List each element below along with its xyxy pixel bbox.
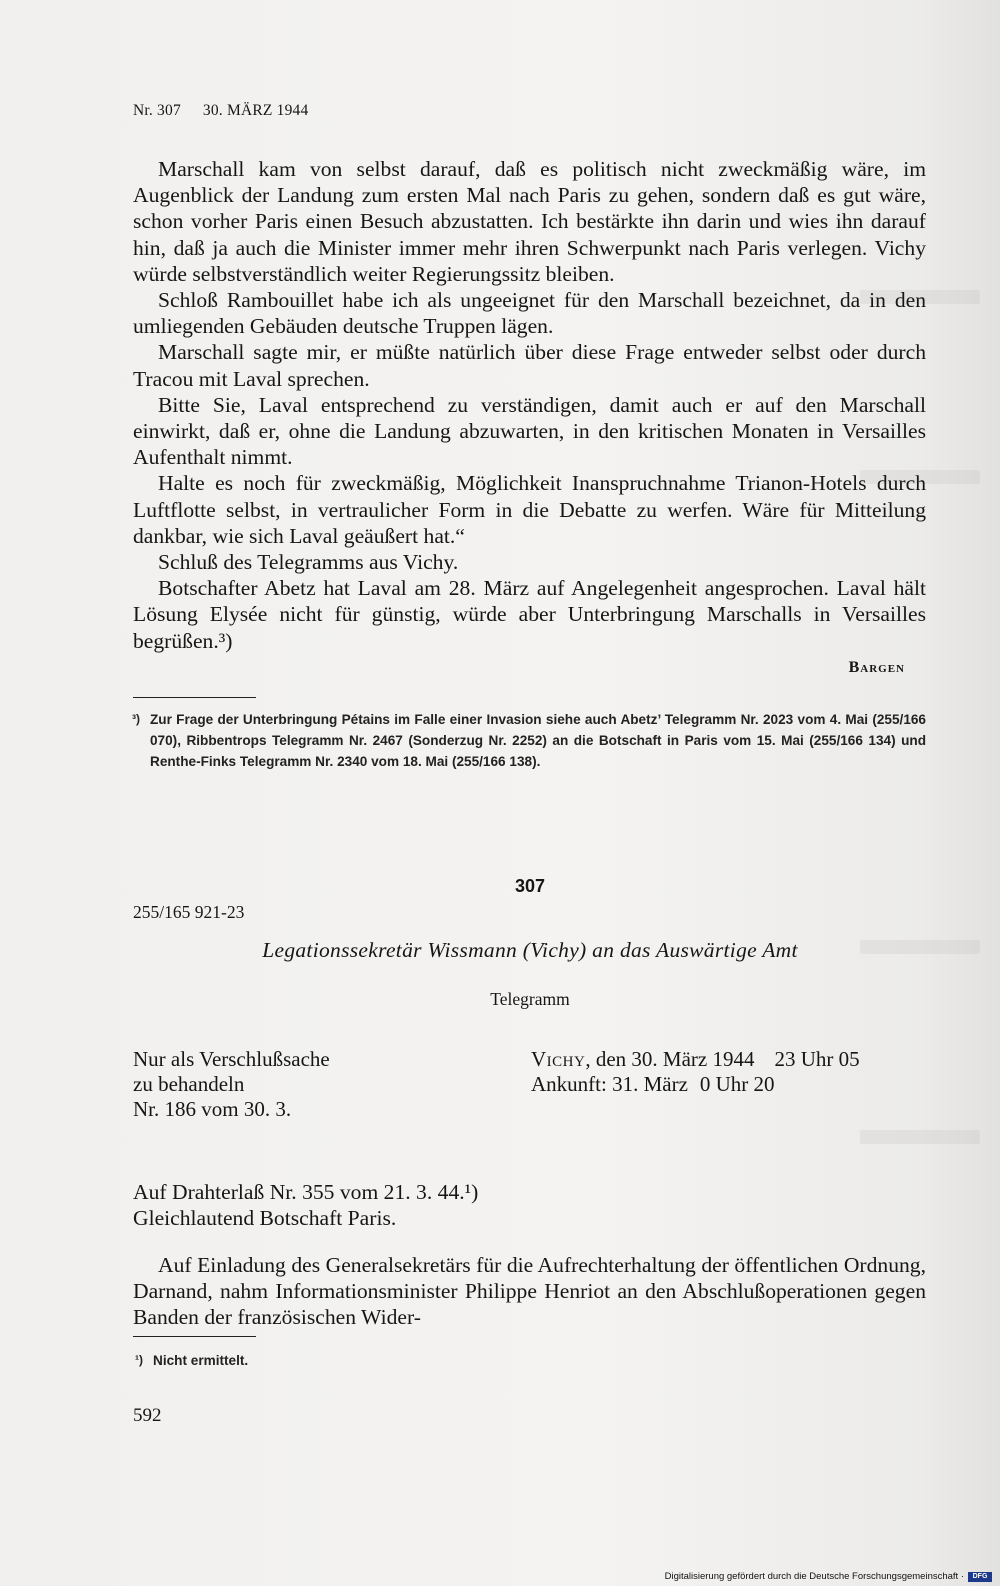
arrival-label: Ankunft: 31. März xyxy=(531,1072,688,1096)
origin-date: , den 30. März 1944 xyxy=(585,1047,755,1071)
bleed-through xyxy=(860,1130,980,1144)
footnote-mark: ³) xyxy=(132,712,140,726)
classification-line: Nur als Verschlußsache xyxy=(133,1047,330,1071)
footnote xyxy=(135,1350,929,1371)
paragraph: Schluß des Telegramms aus Vichy. xyxy=(158,550,459,575)
arrival-time: 0 Uhr 20 xyxy=(699,1072,775,1096)
footnote-text: Nicht ermittelt. xyxy=(153,1353,249,1368)
paragraph: Marschall sagte mir, er müßte natürlich über diese Frage entweder selbst oder durch Tracou mit Laval sprechen. xyxy=(133,340,926,391)
dfg-logo: DFG xyxy=(968,1572,992,1582)
paragraph: Marschall kam von selbst darauf, daß es politisch nicht zweckmäßig wäre, im Augenblick der Landung zum ersten Mal nach Paris zu gehen, sondern daß es gut wäre, schon vorher Paris einen Besuch abzustatten. Ich bestärkte ihn darin und wies ihn darauf hin, daß ja auch die Minister immer mehr ihren Schwerpunkt nach Paris verlegen. Vichy würde selbstverständlich weiter Regierungssitz bleiben. xyxy=(133,157,926,286)
paragraph: Auf Drahterlaß Nr. 355 vom 21. 3. 44.¹) xyxy=(133,1180,479,1204)
signature: Bargen xyxy=(848,659,905,676)
footnote-rule xyxy=(133,1336,256,1337)
body-text-section-a xyxy=(133,156,926,654)
document-type: Telegramm xyxy=(490,989,570,1009)
header-doc-number: Nr. 307 xyxy=(133,102,181,119)
body-text-section-b xyxy=(133,1179,926,1231)
origin-line xyxy=(531,1047,860,1072)
origin-place: Vichy xyxy=(531,1047,586,1071)
document-title: Legationssekretär Wissmann (Vichy) an das Auswärtige Amt xyxy=(262,938,798,962)
document-number: 307 xyxy=(514,876,546,896)
footnote-rule xyxy=(133,697,256,698)
footnote xyxy=(132,709,926,772)
paragraph: Auf Einladung des Generalsekretärs für die Aufrechterhaltung der öffentlichen Ordnung, Darnand, nahm Informationsminister Philippe Henriot an den Abschlußoperationen gegen Banden der französischen Wider- xyxy=(133,1253,926,1330)
page-number: 592 xyxy=(133,1405,162,1426)
digitization-credit xyxy=(665,1571,992,1582)
running-header xyxy=(133,102,308,120)
footnote-mark: ¹) xyxy=(135,1353,143,1367)
paragraph: Bitte Sie, Laval entsprechend zu verständigen, damit auch er auf den Marschall einwirkt, daß er, ohne die Landung abzuwarten, in den kritischen Monaten in Versailles Aufenthalt nimmt. xyxy=(133,392,926,470)
classification-block xyxy=(133,1047,330,1122)
paragraph: Halte es noch für zweckmäßig, Möglichkeit Inanspruchnahme Trianon-Hotels durch Luftflotte selbst, in vertraulicher Form in die Debatte zu werfen. Wäre für Mitteilung dankbar, wie sich Laval geäußert hat.“ xyxy=(133,471,926,548)
header-date: 30. MÄRZ 1944 xyxy=(202,102,309,119)
arrival-line xyxy=(531,1072,860,1097)
paragraph: Schloß Rambouillet habe ich als ungeeignet für den Marschall bezeichnet, da in den umliegenden Gebäuden deutsche Truppen lägen. xyxy=(133,288,926,339)
footnote-text: Zur Frage der Unterbringung Pétains im Falle einer Invasion siehe auch Abetz’ Telegramm Nr. 2023 vom 4. Mai (255/166 070), Ribbentrops Telegramm Nr. 2467 (Sonderzug Nr. 2252) an die Botschaft in Paris vom 15. Mai (255/166 134) und Renthe-Finks Telegramm Nr. 2340 vom 18. Mai (255/166 138). xyxy=(150,712,926,769)
origin-time: 23 Uhr 05 xyxy=(774,1047,860,1071)
body-text-section-c xyxy=(133,1252,926,1331)
classification-line: zu behandeln xyxy=(133,1072,245,1096)
telegram-reference: Nr. 186 vom 30. 3. xyxy=(133,1097,292,1121)
dispatch-block xyxy=(531,1047,860,1097)
file-reference: 255/165 921-23 xyxy=(133,902,245,922)
credit-text: Digitalisierung gefördert durch die Deutsche Forschungsgemeinschaft · xyxy=(664,1571,964,1582)
paragraph: Gleichlautend Botschaft Paris. xyxy=(133,1206,397,1231)
paragraph: Botschafter Abetz hat Laval am 28. März auf Angelegenheit angesprochen. Laval hält Lösung Elysée nicht für günstig, würde aber Unterbringung Marschalls in Versailles begrüßen.³) xyxy=(133,576,926,653)
